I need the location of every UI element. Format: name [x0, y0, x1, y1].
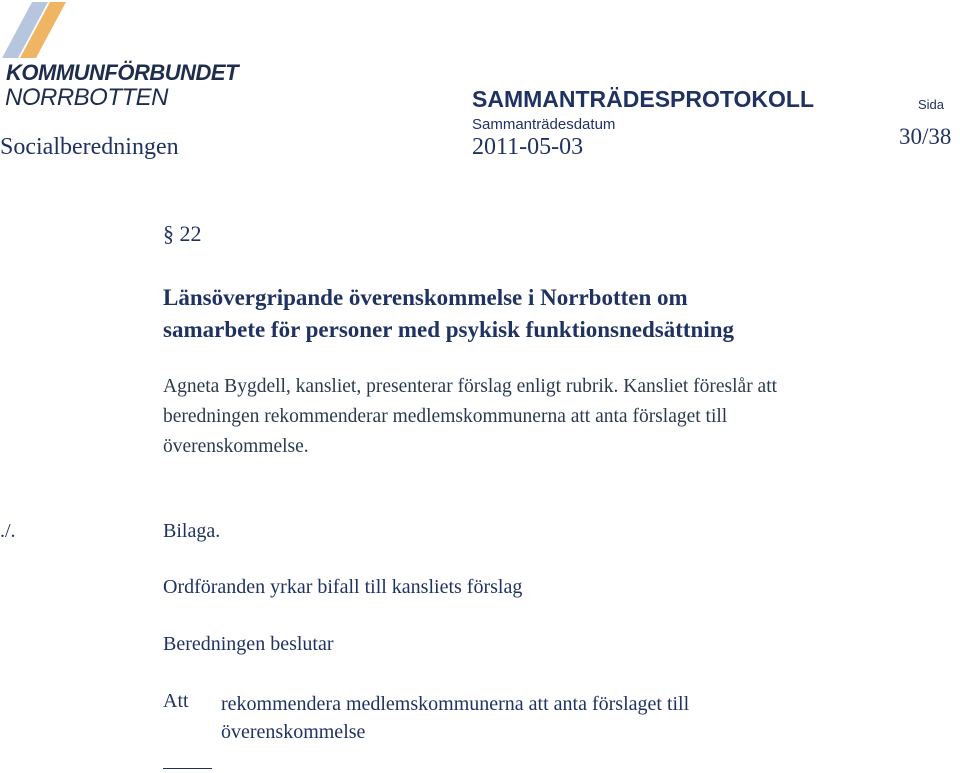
paragraph-line: överenskommelse.	[163, 436, 309, 457]
decision-line: rekommendera medlemskommunerna att anta förslaget till	[221, 693, 690, 715]
attachment-margin-marker: ./.	[0, 520, 16, 542]
page-number: 30/38	[899, 124, 952, 149]
attachment-note: Bilaga.	[163, 520, 221, 542]
body-paragraph	[163, 372, 777, 462]
agenda-heading	[163, 282, 734, 346]
paragraph-line: beredningen rekommenderar medlemskommunerna att anta förslaget till	[163, 406, 728, 427]
organization-name: Socialberedningen	[0, 134, 179, 160]
heading-line: samarbete för personer med psykisk funktionsnedsättning	[163, 317, 735, 342]
meeting-date: 2011-05-03	[472, 134, 584, 160]
protocol-title: SAMMANTRÄDESPROTOKOLL	[472, 86, 815, 112]
logo-text-line2: NORRBOTTEN	[5, 84, 168, 111]
decision-heading: Beredningen beslutar	[163, 633, 334, 655]
heading-line: Länsövergripande överenskommelse i Norrbotten om	[163, 285, 688, 310]
end-rule	[163, 768, 212, 769]
paragraph-line: Agneta Bygdell, kansliet, presenterar förslag enligt rubrik. Kansliet föreslår att	[163, 376, 778, 397]
section-number: § 22	[163, 221, 202, 246]
decision-line: överenskommelse	[221, 721, 366, 743]
meeting-date-label: Sammanträdesdatum	[472, 116, 616, 133]
logo-text-line1: KOMMUNFÖRBUNDET	[6, 60, 239, 85]
decision-att: Att	[163, 690, 189, 712]
organization-logo	[0, 0, 270, 112]
page-label: Sida	[918, 97, 945, 112]
decision-text	[221, 690, 689, 746]
chair-motion: Ordföranden yrkar bifall till kansliets förslag	[163, 576, 523, 598]
